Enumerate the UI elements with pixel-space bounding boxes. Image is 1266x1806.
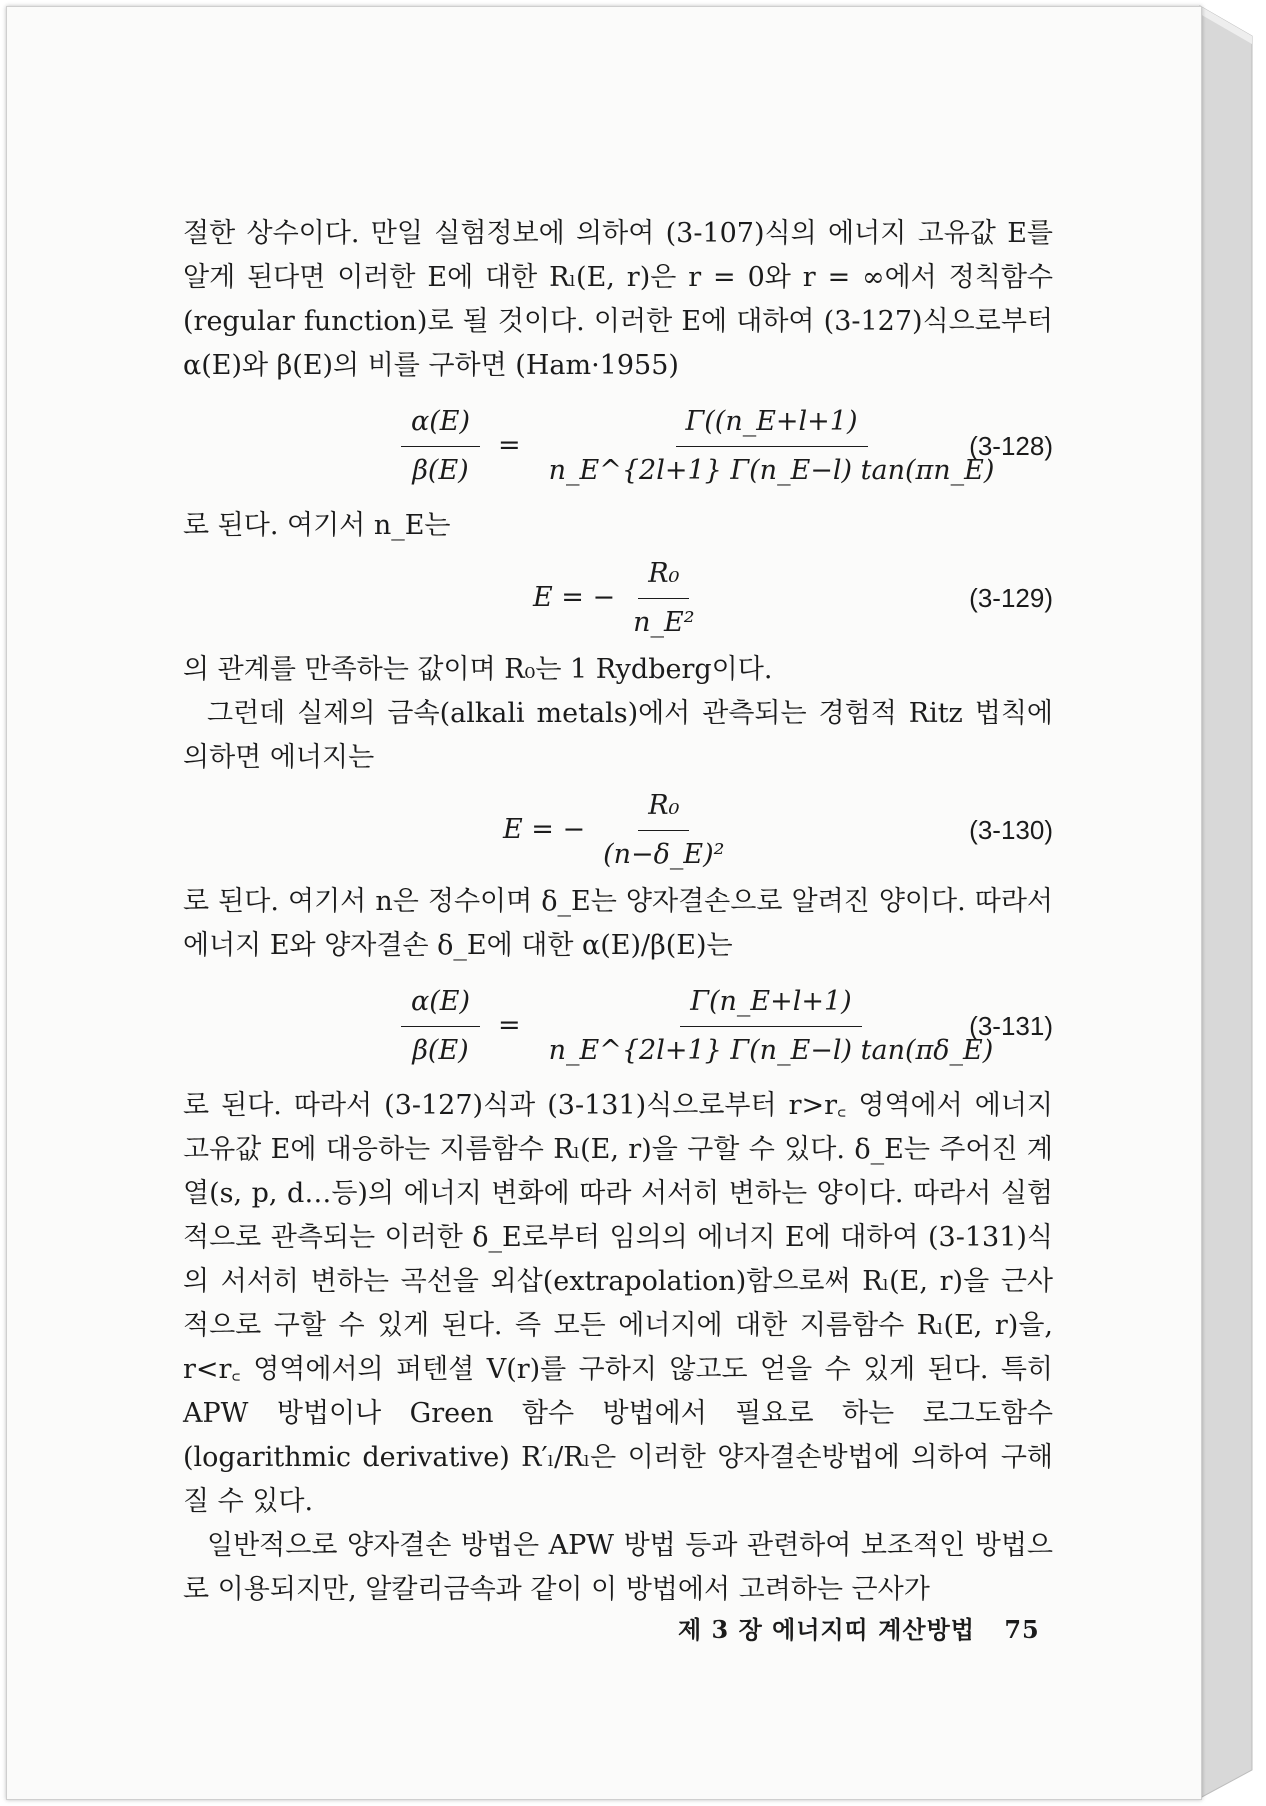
equation-fraction-rhs: $\frac{\Gamma((n\_E+l+1)}{n\_E\^{}\{2l+1\} \Gamma(n\_E-l) \tan(\pi n\_E)}$ xyxy=(539,400,1005,493)
paragraph-n-e: 로 된다. 여기서 n_E는 xyxy=(183,510,451,541)
paragraph-ritz: 그런데 실제의 금속(alkali metals)에서 관측되는 경험적 Ritz 법칙에 의하면 에너지는 xyxy=(183,698,1053,773)
paragraph-intro: 절한 상수이다. 만일 실험정보에 의하여 (3-107)식의 에너지 고유값 E를 알게 된다면 이러한 E에 대한 Rₗ(E, r)은 r = 0와 r = ∞에서 정칙함수(regular function)로 될 것이다. 이러한 E에 대하여 (3-127)식으로부터 α(E)와 β(E)의 비를 구하면 (Ham·1955) xyxy=(183,218,1053,381)
equation-3-129: E = − $\frac{\text{R₀}}{\text{n\_E²}}$ (3-129) xyxy=(183,558,1053,638)
page-number: 75 xyxy=(1004,1615,1040,1644)
equation-number: (3-129) xyxy=(969,583,1053,613)
chapter-title: 제 3 장 에너지띠 계산방법 xyxy=(678,1615,975,1644)
paragraph-quantum-defect: 로 된다. 여기서 n은 정수이며 δ_E는 양자결손으로 알려진 양이다. 따라서 에너지 E와 양자결손 δ_E에 대한 α(E)/β(E)는 xyxy=(183,886,1053,961)
equation-number: (3-130) xyxy=(969,815,1053,845)
equation-fraction-lhs: $\frac{\alpha(E)}{\beta(E)}$ xyxy=(401,980,480,1073)
equation-3-131: $\frac{\alpha(E)}{\beta(E)}$ = $\frac{\Gamma(n\_E+l+1)}{n\_E\^{}\{2l+1\} \Gamma(n\_E-l) \tan(\pi\delta\_E)}$ (3-131) xyxy=(183,978,1053,1074)
equation-fraction-rhs: $\frac{\text{R₀}}{\text{(n−δ\_E)²}}$ xyxy=(593,784,734,877)
page-footer xyxy=(678,1610,1040,1645)
equation-number: (3-131) xyxy=(969,1011,1053,1041)
paragraph-general: 일반적으로 양자결손 방법은 APW 방법 등과 관련하여 보조적인 방법으로 이용되지만, 알칼리금속과 같이 이 방법에서 고려하는 근사가 xyxy=(183,1530,1053,1605)
equation-fraction-rhs: $\frac{\text{R₀}}{\text{n\_E²}}$ xyxy=(623,552,704,645)
equation-fraction-rhs: $\frac{\Gamma(n\_E+l+1)}{n\_E\^{}\{2l+1\} \Gamma(n\_E-l) \tan(\pi\delta\_E)}$ xyxy=(539,980,1004,1073)
equation-3-130: E = − $\frac{\text{R₀}}{\text{(n−δ\_E)²}}$ (3-130) xyxy=(183,790,1053,870)
page-text-body xyxy=(183,212,1053,1612)
equation-3-128: $\frac{\alpha(E)}{\beta(E)}$ = $\frac{\Gamma((n\_E+l+1)}{n\_E\^{}\{2l+1\} \Gamma(n\_E-l) \tan(\pi n\_E)}$ (3-128) xyxy=(183,398,1053,494)
equation-number: (3-128) xyxy=(969,431,1053,461)
paragraph-radial-function: 로 된다. 따라서 (3-127)식과 (3-131)식으로부터 r>r꜀ 영역에서 에너지 고유값 E에 대응하는 지름함수 Rₗ(E, r)을 구할 수 있다. δ_E는 주어진 계열(s, p, d…등)의 에너지 변화에 따라 서서히 변하는 양이다. 따라서 실험적으로 관측되는 이러한 δ_E로부터 임의의 에너지 E에 대하여 (3-131)식의 서서히 변하는 곡선을 외삽(extrapolation)함으로써 Rₗ(E, r)을 근사적으로 구할 수 있게 된다. 즉 모든 에너지에 대한 지름함수 Rₗ(E, r)을, r<r꜀ 영역에서의 퍼텐셜 V(r)를 구하지 않고도 얻을 수 있게 된다. 특히 APW 방법이나 Green 함수 방법에서 필요로 하는 로그도함수(logarithmic derivative) R′ₗ/Rₗ은 이러한 양자결손방법에 의하여 구해질 수 있다. xyxy=(183,1090,1053,1517)
equation-fraction-lhs: $\frac{\alpha(E)}{\beta(E)}$ xyxy=(401,400,480,493)
paragraph-rydberg: 의 관계를 만족하는 값이며 R₀는 1 Rydberg이다. xyxy=(183,654,773,685)
